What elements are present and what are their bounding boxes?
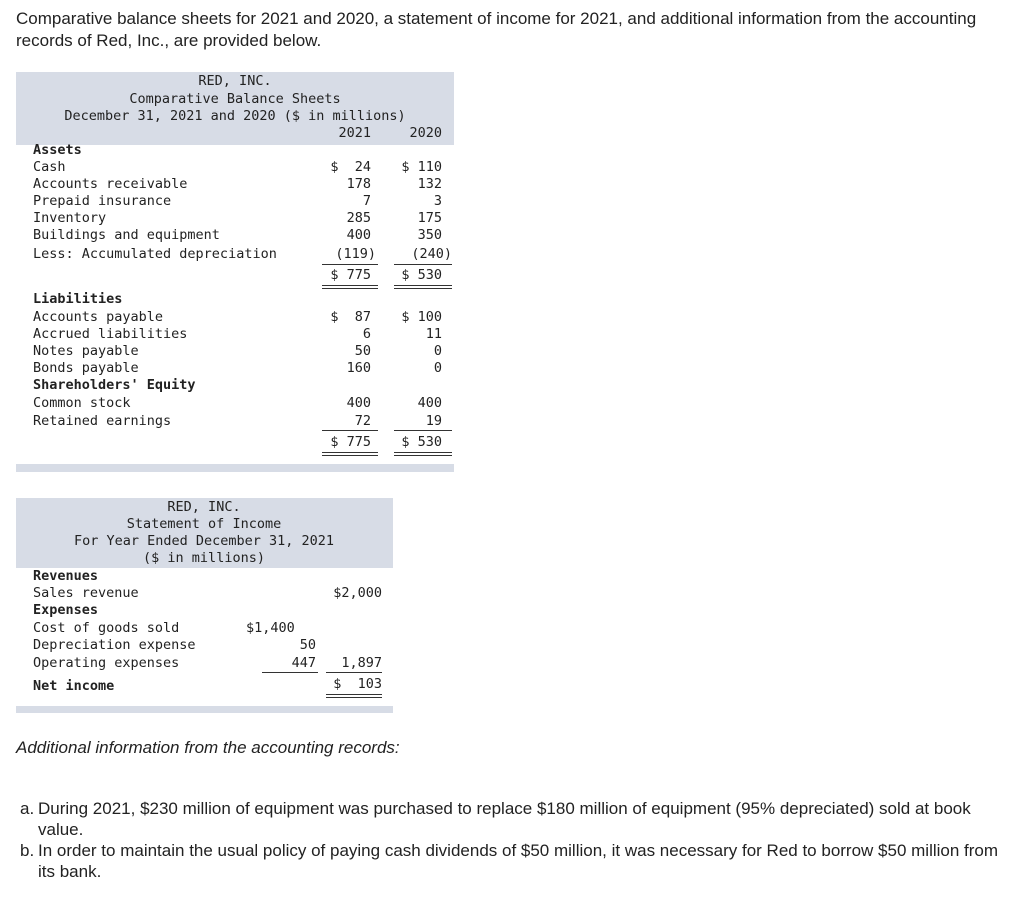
equity-2021: 400 bbox=[346, 395, 371, 411]
underline bbox=[326, 672, 382, 673]
total-expenses: 1,897 bbox=[341, 655, 382, 671]
asset-2021: 285 bbox=[346, 210, 371, 226]
cogs-value: $1,400 bbox=[246, 620, 295, 636]
item-text: During 2021, $230 million of equipment was purchased to replace $180 million of equipment (95% depreciated) sold at book value. bbox=[38, 799, 971, 839]
liabilities-total-2020: $ 530 bbox=[401, 434, 442, 450]
liability-label: Accrued liabilities bbox=[33, 326, 188, 342]
assets-heading: Assets bbox=[33, 142, 82, 158]
double-underline bbox=[326, 694, 382, 698]
dep-value: 50 bbox=[299, 637, 316, 653]
bs-col-2021: 2021 bbox=[338, 125, 371, 141]
liability-2021: 50 bbox=[354, 343, 371, 359]
balance-sheet bbox=[16, 72, 454, 472]
asset-label: Buildings and equipment bbox=[33, 227, 220, 243]
double-underline bbox=[394, 452, 452, 456]
asset-2020: 175 bbox=[417, 210, 442, 226]
income-statement bbox=[16, 498, 393, 714]
balance-sheet-footer-bar bbox=[16, 464, 454, 472]
dep-label: Depreciation expense bbox=[33, 637, 196, 653]
opex-value: 447 bbox=[291, 655, 316, 671]
liabilities-total-2021: $ 775 bbox=[330, 434, 371, 450]
bs-company: RED, INC. bbox=[198, 73, 272, 89]
asset-label: Less: Accumulated depreciation bbox=[33, 246, 277, 262]
asset-2020: 132 bbox=[417, 176, 442, 192]
equity-2020: 19 bbox=[425, 413, 442, 429]
sales-value: $2,000 bbox=[333, 585, 382, 601]
income-statement-footer-bar bbox=[16, 706, 393, 713]
revenues-heading: Revenues bbox=[33, 568, 99, 584]
asset-2021: 7 bbox=[362, 193, 371, 209]
item-text: In order to maintain the usual policy of paying cash dividends of $50 million, it was necessary for Red to borrow $50 million from its bank. bbox=[38, 841, 999, 881]
liability-2021: 6 bbox=[362, 326, 371, 342]
bs-subtitle: December 31, 2021 and 2020 ($ in millions) bbox=[64, 108, 406, 124]
sales-label: Sales revenue bbox=[33, 585, 139, 601]
double-underline bbox=[322, 285, 378, 289]
item-mark: b. bbox=[20, 841, 35, 860]
equity-2021: 72 bbox=[354, 413, 371, 429]
double-underline bbox=[394, 285, 452, 289]
equity-label: Common stock bbox=[33, 395, 131, 411]
asset-2021: 400 bbox=[346, 227, 371, 243]
underline bbox=[322, 430, 378, 431]
liability-label: Notes payable bbox=[33, 343, 139, 359]
liability-label: Accounts payable bbox=[33, 309, 164, 325]
is-subtitle: For Year Ended December 31, 2021 bbox=[73, 533, 335, 549]
double-underline bbox=[322, 452, 378, 456]
liabilities-heading: Liabilities bbox=[33, 291, 123, 307]
is-company: RED, INC. bbox=[167, 499, 241, 515]
liability-2021: 160 bbox=[346, 360, 371, 376]
additional-info-list bbox=[20, 798, 1010, 882]
list-item bbox=[20, 798, 1010, 840]
asset-label: Inventory bbox=[33, 210, 107, 226]
liability-2020: 0 bbox=[433, 360, 442, 376]
equity-label: Retained earnings bbox=[33, 413, 172, 429]
asset-2021: $ 24 bbox=[330, 159, 371, 175]
asset-2020: 350 bbox=[417, 227, 442, 243]
list-item bbox=[20, 840, 1010, 882]
intro-paragraph: Comparative balance sheets for 2021 and 2020, a statement of income for 2021, and additional information from the accounting records of Red, Inc., are provided below. bbox=[16, 9, 977, 50]
net-income-value: $ 103 bbox=[333, 676, 382, 692]
underline bbox=[262, 672, 318, 673]
equity-2020: 400 bbox=[417, 395, 442, 411]
underline bbox=[322, 264, 378, 265]
expenses-heading: Expenses bbox=[33, 602, 99, 618]
liability-2020: 0 bbox=[433, 343, 442, 359]
asset-label: Accounts receivable bbox=[33, 176, 188, 192]
assets-total-2020: $ 530 bbox=[401, 267, 442, 283]
bs-col-2020: 2020 bbox=[409, 125, 442, 141]
is-units: ($ in millions) bbox=[143, 550, 265, 566]
additional-info-heading: Additional information from the accounting records: bbox=[16, 738, 400, 757]
liability-2020: $ 100 bbox=[401, 309, 442, 325]
assets-total-2021: $ 775 bbox=[330, 267, 371, 283]
asset-2020: (240) bbox=[411, 246, 452, 262]
asset-2021: (119) bbox=[335, 246, 376, 262]
bs-title: Comparative Balance Sheets bbox=[129, 91, 341, 107]
cogs-label: Cost of goods sold bbox=[33, 620, 180, 636]
asset-2021: 178 bbox=[346, 176, 371, 192]
net-income-label: Net income bbox=[33, 678, 115, 694]
underline bbox=[394, 264, 452, 265]
is-title: Statement of Income bbox=[126, 516, 282, 532]
asset-label: Prepaid insurance bbox=[33, 193, 172, 209]
item-mark: a. bbox=[20, 799, 35, 818]
asset-2020: $ 110 bbox=[401, 159, 442, 175]
liability-2020: 11 bbox=[425, 326, 442, 342]
opex-label: Operating expenses bbox=[33, 655, 180, 671]
asset-2020: 3 bbox=[433, 193, 442, 209]
underline bbox=[394, 430, 452, 431]
liability-2021: $ 87 bbox=[330, 309, 371, 325]
equity-heading: Shareholders' Equity bbox=[33, 377, 196, 393]
liability-label: Bonds payable bbox=[33, 360, 139, 376]
asset-label: Cash bbox=[33, 159, 66, 175]
